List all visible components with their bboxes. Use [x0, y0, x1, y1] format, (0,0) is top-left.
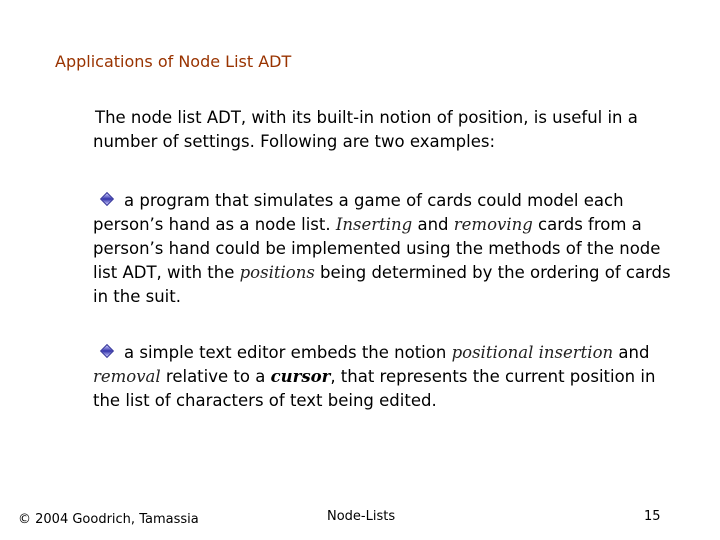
bullet-text-editor: [93, 341, 678, 413]
bullet-text: a program that simulates a game of cards could model each person’s hand as a node list.: [93, 191, 624, 234]
bullet-text: and: [412, 215, 454, 234]
footer-section-name: Node-Lists: [327, 509, 396, 524]
emphasis-text: removal: [93, 367, 161, 386]
bullet-text: a simple text editor embeds the notion: [124, 343, 452, 362]
emphasis-text: cursor: [270, 367, 331, 386]
diamond-bullet-icon: [100, 192, 114, 206]
bullet-card-game: [93, 189, 678, 309]
emphasis-text: positions: [239, 263, 315, 282]
slide-title: Applications of Node List ADT: [55, 52, 292, 71]
emphasis-text: Inserting: [335, 215, 413, 234]
bullet-text: cards from a person’s hand could be implemented using the methods of the node list ADT, with the: [93, 215, 661, 282]
bullet-text: and: [613, 343, 650, 362]
bullet-text: relative to a: [160, 367, 271, 386]
bullet-text: being determined by the ordering of cards in the suit.: [93, 263, 671, 306]
emphasis-text: removing: [453, 215, 533, 234]
intro-paragraph: The node list ADT, with its built-in notion of position, is useful in a number of settings. Following are two examples:: [93, 108, 638, 151]
emphasis-text: positional insertion: [451, 343, 614, 362]
bullet-text: , that represents the current position in the list of characters of text being edited.: [93, 367, 656, 410]
page-number: 15: [644, 509, 661, 524]
footer-copyright: © 2004 Goodrich, Tamassia: [18, 512, 199, 527]
diamond-bullet-icon: [100, 344, 114, 358]
